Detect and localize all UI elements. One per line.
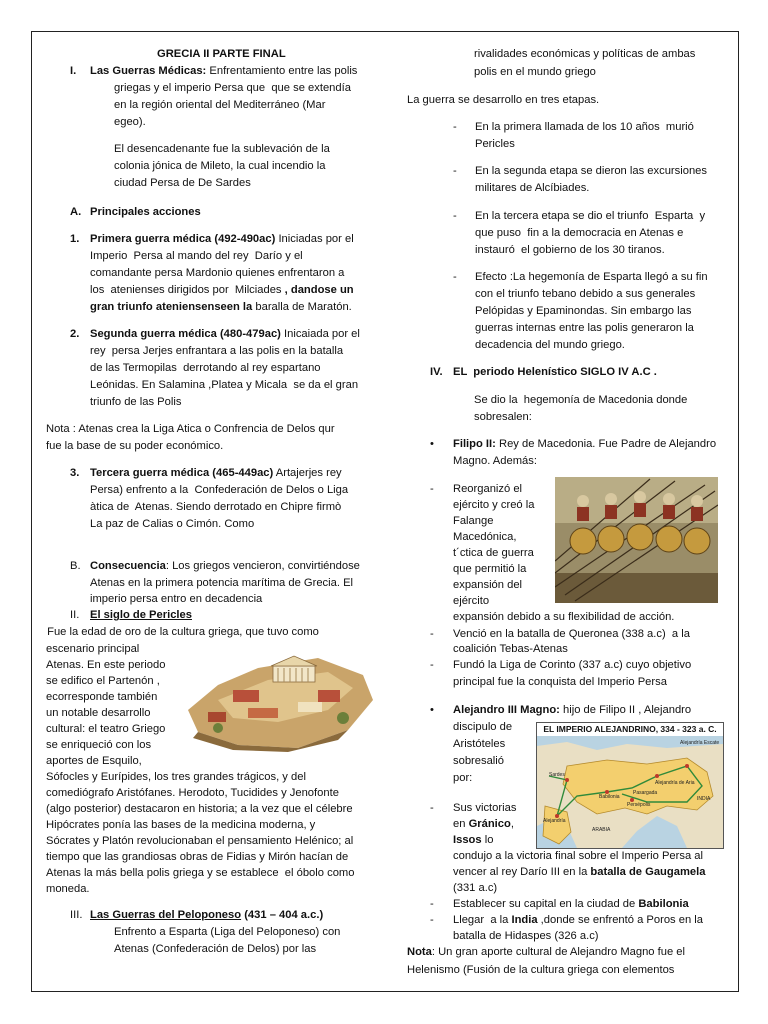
text-line: Llegar a la India ,donde se enfrentó a Poros en la [453,914,704,926]
text-line: sobresalen: [474,411,532,423]
war-3-heading: Tercera guerra médica (465-449ac) [90,467,274,479]
text-line: Consecuencia: Los griegos vencieron, convirtiéndose [90,560,360,572]
map-label: Sardes [549,772,565,778]
dash-bullet: - [430,802,434,814]
text-line: Sócrates y Platón revolucionaban el pensamiento Helénico; al [46,835,354,847]
text-line: En la tercera etapa se dio el triunfo Esparta y [475,210,706,222]
text-line: Enfrento a Esparta (Liga del Peloponeso) con [114,926,341,938]
text-line: gran triunfo ateniensenseen la baralla de Maratón. [90,301,352,313]
text-line: Segunda guerra médica (480-479ac) Inicaiada por el [90,328,360,340]
text-line: griegas y el imperio Persa que que se extendía [114,82,351,94]
note-line: Helenismo (Fusión de la cultura griega con elementos [407,964,675,976]
note-line: Nota : Atenas crea la Liga Atica o Confrencia de Delos qur [46,423,335,435]
war-1-heading: Primera guerra médica (492-490ac) [90,233,276,245]
text-line: Atenas. En este periodo [46,659,166,671]
text-line: coalición Tebas-Atenas [453,643,568,655]
text-line: principal fue la conquista del Imperio Persa [453,676,667,688]
text-line: egeo). [114,116,146,128]
text-line: (algo posterior) destacaron en historia; a la vez que el célebre [46,803,353,815]
text-line: Fue la edad de oro de la cultura griega, que tuvo como [44,626,319,638]
dash-bullet: - [430,483,434,495]
dash-bullet: - [430,898,434,910]
document-title: GRECIA II PARTE FINAL [157,48,286,60]
war-2-heading: Segunda guerra médica (480-479ac) [90,328,281,340]
text-line: Leónidas. En Salamina ,Platea y Micala se da el gran [90,379,359,391]
section-4-number: IV. [430,366,443,378]
text-line: Hipócrates ponía las bases de la medicina moderna, y [46,819,316,831]
map-label: ARABIA [592,827,611,833]
text-line: Pelópidas y Epaminondas. Sin embargo las [475,305,692,317]
text-line: sobresalió [453,755,504,767]
dash-bullet: - [453,165,457,177]
map-label: Babilonia [599,794,620,800]
text-line: (331 a.c) [453,882,498,894]
section-1-heading: Las Guerras Médicas: [90,65,207,77]
text-line: se enriqueció con los [46,739,152,751]
text-line: expansión debido a su flexibilidad de acción. [453,611,675,623]
dash-bullet: - [453,121,457,133]
text-line: Efecto :La hegemonía de Esparta llegó a su fin [475,271,708,283]
text-line: Las Guerras del Peloponeso (431 – 404 a.c.) [90,909,324,921]
map-label: Alejandría [543,818,566,824]
text-line: ecorresponde también [46,691,158,703]
map-label: Alejandría de Aria [655,780,695,786]
text-line: Alejandro III Magno: hijo de Filipo II , Alejandro [453,704,692,716]
dash-bullet: - [430,628,434,640]
text-line: Primera guerra médica (492-490ac) Iniciadas por el [90,233,354,245]
text-line: los atenienses dirigidos por Milciades , dandose un [90,284,354,296]
text-line: instauró el gobierno de los 30 tiranos. [475,244,665,256]
section-a-letter: A. [70,206,82,218]
text-line: Pericles [475,138,515,150]
section-b-letter: B. [70,560,81,572]
text-line: En la primera llamada de los 10 años murió [475,121,694,133]
text-line: ejército [453,595,490,607]
text-line: comandante persa Mardonio quienes enfrentaron a [90,267,345,279]
text-line: Fundó la Liga de Corinto (337 a.c) cuyo objetivo [453,659,692,671]
section-1-line: Las Guerras Médicas: Enfrentamiento entre las polis [90,65,358,77]
text-line: Falange [453,515,494,527]
text-line: Macedónica, [453,531,517,543]
text-line: rey persa Jerjes enfrantara a las polis en la batalla [90,345,344,357]
text-line: se edifico el Partenón , [46,675,160,687]
text-line: Magno. Además: [453,455,537,467]
map-label: Pasargada [633,790,658,796]
text-line: por: [453,772,473,784]
text-line: triunfo de las Polis [90,396,182,408]
item-number: 3. [70,467,80,479]
alejandro-heading: Alejandro III Magno: [453,704,560,716]
text-line: Issos lo [453,834,494,846]
section-2-heading: El siglo de Pericles [90,609,192,621]
map-label: Persépolis [627,802,651,808]
dash-bullet: - [453,210,457,222]
section-b-heading: Consecuencia [90,560,166,572]
text-line: Tercera guerra médica (465-449ac) Artajerjes rey [90,467,342,479]
text-line: Sófocles y Eurípides, los tres grandes trágicos, y del [46,771,306,783]
text-line: moneda. [46,883,90,895]
text-line: Se dio la hegemonía de Macedonia donde [474,394,688,406]
map-label: Alejandría Escate [680,740,720,746]
text-line: comediógrafo Aristófanes. Herodoto, Tucidides y Jenofonte [46,787,339,799]
item-number: 2. [70,328,80,340]
text-line: rivalidades económicas y políticas de ambas [474,48,696,60]
note-label: Nota [407,946,432,958]
text-line: con el triunfo tebano debido a sus generales [475,288,696,300]
map-title: EL IMPERIO ALEJANDRINO, 334 - 323 a. C. [537,723,723,736]
text-line: Aristóteles [453,738,506,750]
map-label: INDIA [697,796,711,802]
text-line: Imperio Persa al mando del rey Darío y el [90,250,303,262]
text-line: de las Termopilas derrotando al rey espartano [90,362,321,374]
text-line: Establecer su capital en la ciudad de Babilonia [453,898,689,910]
acropolis-image [178,640,376,752]
text-line: un notable desarrollo [46,707,151,719]
text-line: cultural: el teatro Griego [46,723,166,735]
text-line: colonia jónica de Mileto, la cual incendio la [114,160,326,172]
text-line: ejército y creó la [453,499,535,511]
section-4-heading: EL periodo Helenístico SIGLO IV A.C . [453,366,657,378]
section-3-number: III. [70,909,83,921]
section-2-number: II. [70,609,80,621]
text-line: El desencadenante fue la sublevación de la [114,143,330,155]
text-line: militares de Alcíbiades. [475,182,590,194]
text-line: Sus victorias [453,802,517,814]
text-line: Venció en la batalla de Queronea (338 a.c) a la [453,628,690,640]
text-line: t´ctica de guerra [453,547,534,559]
text-line: discipulo de [453,721,513,733]
text-line: La guerra se desarrollo en tres etapas. [407,94,600,106]
dash-bullet: - [453,271,457,283]
text-line: en Gránico, [453,818,514,830]
section-3-heading: Las Guerras del Peloponeso [90,909,242,921]
item-number: 1. [70,233,80,245]
text-line: guerras internas entre las polis generaron la [475,322,694,334]
bullet: • [430,438,434,450]
text-line: Reorganizó el [453,483,523,495]
text-line: condujo a la victoria final sobre el Imperio Persa al [453,850,703,862]
text-line: decadencia del mundo griego. [475,339,625,351]
text-line: Atenas la más bella polis griega y se establece el óbolo como [46,867,355,879]
text-line: La paz de Calias o Cimón. Como [90,518,255,530]
text-line: Atenas (Confederación de Delos) por las [114,943,317,955]
text-line: àtica de Atenas. Siendo derrotado en Chipre firmò [90,501,342,513]
text-line: Persa) enfrento a la Confederación de Delos o Liga [90,484,349,496]
filipo-heading: Filipo II: [453,438,496,450]
text-line: que puso fin a la democracia en Atenas e [475,227,684,239]
text-line: aportes de Esquilo, [46,755,142,767]
text-line: batalla de Hidaspes (326 a.c) [453,930,599,942]
section-a-heading: Principales acciones [90,206,201,218]
text-line: Atenas en la primera potencia marítima de Grecia. El [90,577,354,589]
text-line: En la segunda etapa se dieron las excursiones [475,165,707,177]
bullet: • [430,704,434,716]
section-1-number: I. [70,65,77,77]
note-line: Nota: Un gran aporte cultural de Alejandro Magno fue el [407,946,685,958]
text-line: que permitió la [453,563,527,575]
text-line: tiempo que las grandiosas obras de Fidias y Mirón hacían de [46,851,349,863]
text-line: Filipo II: Rey de Macedonia. Fue Padre de Alejandro [453,438,717,450]
text-line: polis en el mundo griego [474,66,596,78]
phalanx-image [555,477,718,603]
text-line: imperio persa entro en decadencia [90,593,263,605]
text-line: en la región oriental del Mediterráneo (Mar [114,99,326,111]
text-line: vencer al rey Darío III en la batalla de Gaugamela [453,866,706,878]
empire-map [536,722,724,849]
text-line: ciudad Persa de De Sardes [114,177,251,189]
text-line: expansión del [453,579,523,591]
dash-bullet: - [430,914,434,926]
note-line: fue la base de su poder económico. [46,440,224,452]
dash-bullet: - [430,659,434,671]
text-line: escenario principal [46,643,140,655]
